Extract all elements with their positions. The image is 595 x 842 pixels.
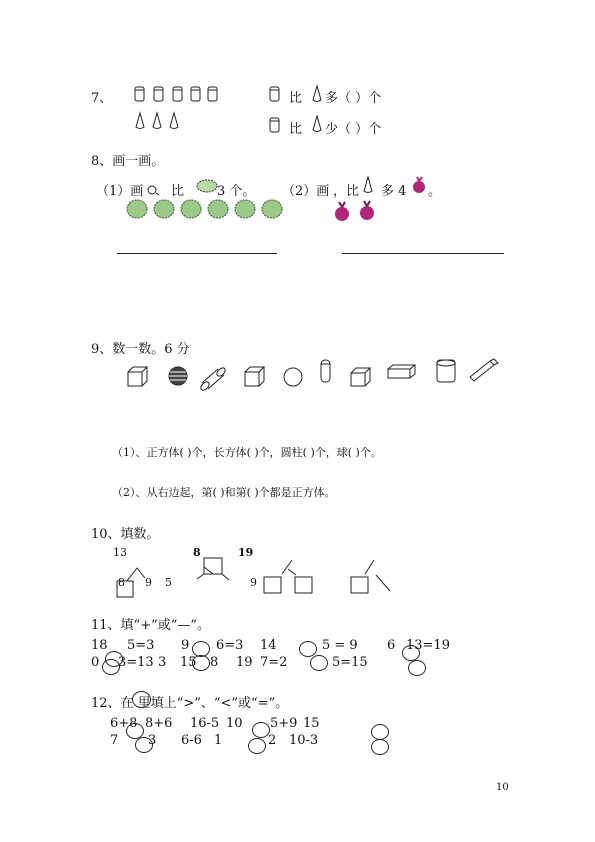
q11-r2-d: 15: [180, 655, 197, 670]
cylinder-icon: [268, 116, 282, 134]
q12-r1-d: 10: [226, 716, 243, 731]
q8-part2-a: （2）画: [282, 184, 330, 199]
q11-r2-f: 19: [236, 655, 253, 670]
q12-r1-b: 8+6: [145, 716, 173, 731]
q10-title: 10、填数。: [91, 527, 160, 542]
q11-answer-oval[interactable]: [402, 645, 420, 661]
cylinder-icons-row: [133, 85, 223, 103]
q12-r2-c: 6-6: [181, 733, 202, 748]
q11-r2-h: 5=15: [332, 655, 368, 670]
q10-num-9: 9: [145, 576, 152, 589]
q11-r1-f: 5 = 9: [322, 638, 358, 653]
q7-more-blank: 多（ ）个: [325, 91, 382, 106]
answer-line-1[interactable]: [117, 253, 277, 254]
q10-num-8b: 8: [118, 576, 125, 589]
q12-r1-c: 16-5: [190, 716, 220, 731]
q11-answer-oval[interactable]: [102, 659, 120, 675]
q7-compare-1: 比: [289, 91, 303, 106]
q11-r1-d: 6=3: [216, 638, 244, 653]
q12-r1-a: 6+8: [110, 716, 138, 731]
q11-title: 11、填“+”或“—”。: [91, 618, 211, 633]
q12-answer-oval[interactable]: [371, 739, 389, 755]
q10-num-19: 19: [238, 546, 254, 559]
q10-num-13: 13: [113, 546, 127, 559]
number-tree-3: [262, 557, 322, 597]
q11-answer-oval[interactable]: [310, 655, 328, 671]
q12-r2-b: 3: [148, 733, 157, 748]
q11-r1-e: 14: [260, 638, 277, 653]
q12-answer-oval[interactable]: [371, 724, 389, 740]
q11-r2-g: 7=2: [260, 655, 288, 670]
q11-r2-c: 3: [158, 655, 167, 670]
q9-title: 9、数一数。6 分: [91, 342, 190, 357]
q11-r1-a: 18: [91, 638, 108, 653]
q8-title: 8、画一画。: [91, 154, 165, 169]
q8-part1-a: （1）画: [96, 184, 144, 199]
solids-row: [124, 355, 504, 391]
q12-r2-a: 7: [110, 733, 119, 748]
q12-answer-oval[interactable]: [248, 738, 266, 754]
watermelon-icon: [195, 178, 219, 194]
q11-r2-a: 0: [91, 655, 100, 670]
radish-icons-row: [332, 200, 380, 224]
q8-part2-c: 多 4: [381, 184, 407, 199]
answer-line-2[interactable]: [342, 253, 504, 254]
q7-number: 7、: [91, 91, 113, 106]
cylinder-icon: [268, 85, 282, 103]
q11-r2-b: 3=13: [118, 655, 154, 670]
number-tree-2: [195, 555, 235, 585]
q12-r1-f: 15: [303, 716, 320, 731]
cone-icon: [361, 175, 375, 195]
q10-num-5: 5: [165, 576, 172, 589]
q8-part2-b: ，比: [333, 184, 360, 199]
q7-compare-2: 比: [289, 122, 303, 137]
watermelon-icons-row: [125, 198, 290, 220]
q11-r1-h: 13=19: [406, 638, 450, 653]
cone-icon: [310, 84, 324, 104]
q12-r1-e: 5+9: [270, 716, 298, 731]
q11-answer-oval[interactable]: [299, 641, 317, 657]
q11-answer-oval[interactable]: [408, 660, 426, 676]
q7-less-blank: 少（ ）个: [325, 122, 382, 137]
q12-r2-f: 10-3: [289, 733, 319, 748]
q11-r1-g: 6: [387, 638, 396, 653]
q12-r2-e: 2: [268, 733, 277, 748]
q10-num-9b: 9: [250, 576, 257, 589]
q9-sub1: （1）、正方体( )个，长方体( )个，圆柱( )个，球( )个。: [112, 446, 382, 459]
q8-part1-c: 3 个。: [217, 184, 256, 199]
q8-part2-d: 。: [428, 184, 442, 199]
q12-answer-oval[interactable]: [135, 737, 153, 753]
q11-answer-oval[interactable]: [192, 655, 210, 671]
q9-sub2: （2）、从右边起，第( )和第( )个都是正方体。: [112, 486, 336, 499]
small-circle-icon: [146, 184, 160, 196]
q8-part1-b: 比: [171, 184, 185, 199]
q11-r1-b: 5=3: [127, 638, 155, 653]
q12-answer-oval[interactable]: [252, 722, 270, 738]
q11-r2-e: 8: [210, 655, 219, 670]
q12-title: 12、在 里填上“>”、“<”或“=”。: [91, 696, 289, 711]
radish-icon: [410, 176, 430, 196]
cone-icon: [310, 114, 324, 134]
q12-title-oval: [132, 691, 151, 708]
q10-num-8: 8: [193, 546, 201, 559]
number-tree-4: [348, 557, 396, 597]
q11-r1-c: 9: [181, 638, 190, 653]
q12-r2-d: 1: [214, 733, 223, 748]
page-number: 10: [496, 782, 509, 793]
cone-icons-row: [133, 111, 193, 131]
